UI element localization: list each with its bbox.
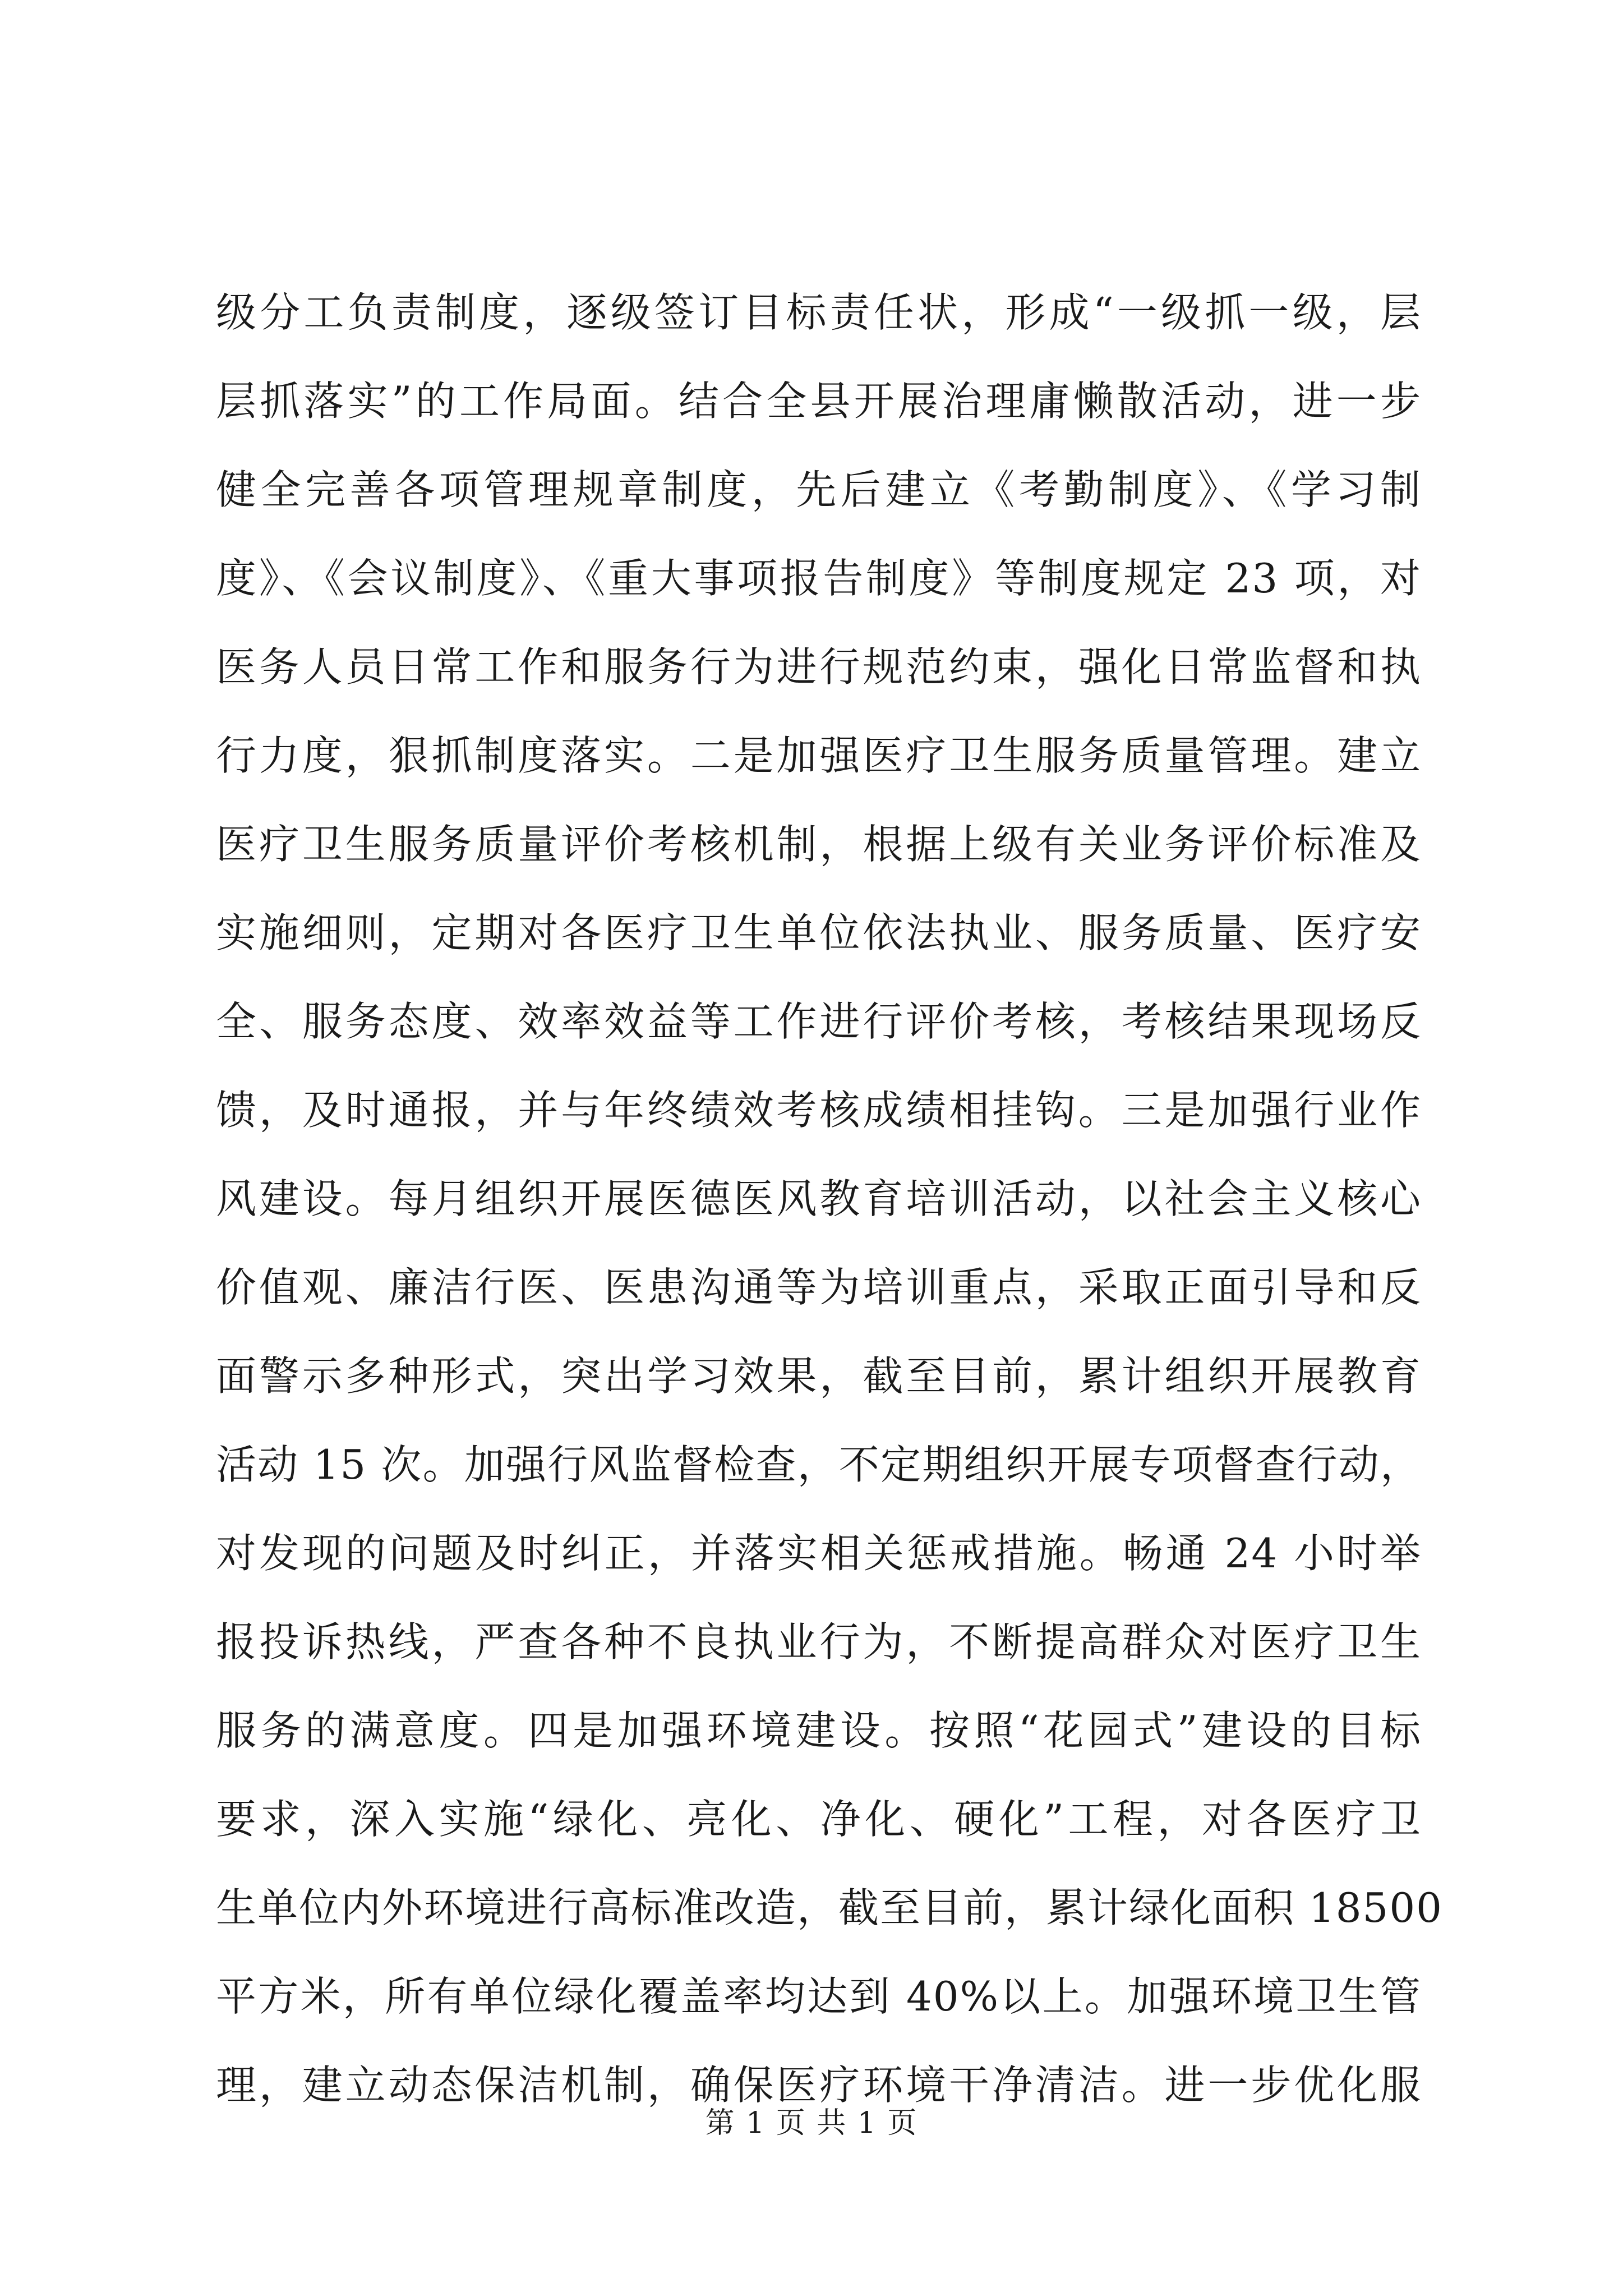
text-line: 要求，深入实施“绿化、亮化、净化、硬化”工程，对各医疗卫 — [216, 1796, 1422, 1843]
text-line: 馈，及时通报，并与年终绩效考核成绩相挂钩。三是加强行业作 — [216, 1087, 1422, 1134]
text-line: 生单位内外环境进行高标准改造，截至目前，累计绿化面积 18500 — [216, 1884, 1443, 1931]
page-number-label: 第 1 页 共 1 页 — [705, 2106, 918, 2140]
text-line: 服务的满意度。四是加强环境建设。按照“花园式”建设的目标 — [216, 1707, 1422, 1754]
text-line: 层抓落实”的工作局面。结合全县开展治理庸懒散活动，进一步 — [216, 378, 1422, 425]
page-footer — [0, 2099, 1623, 2141]
text-line: 级分工负责制度，逐级签订目标责任状，形成“一级抓一级，层 — [216, 289, 1422, 336]
text-line: 实施细则，定期对各医疗卫生单位依法执业、服务质量、医疗安 — [216, 909, 1422, 956]
text-line: 理，建立动态保洁机制，确保医疗环境干净清洁。进一步优化服 — [216, 2062, 1422, 2109]
text-line: 健全完善各项管理规章制度，先后建立《考勤制度》、《学习制 — [216, 466, 1422, 513]
text-line: 活动 15 次。加强行风监督检查，不定期组织开展专项督查行动， — [216, 1441, 1422, 1488]
text-line: 医疗卫生服务质量评价考核机制，根据上级有关业务评价标准及 — [216, 821, 1422, 868]
text-line: 对发现的问题及时纠正，并落实相关惩戒措施。畅通 24 小时举 — [216, 1530, 1422, 1577]
text-line: 度》、《会议制度》、《重大事项报告制度》等制度规定 23 项，对 — [216, 555, 1422, 602]
text-line: 风建设。每月组织开展医德医风教育培训活动，以社会主义核心 — [216, 1175, 1422, 1222]
text-line: 平方米，所有单位绿化覆盖率均达到 40%以上。加强环境卫生管 — [216, 1973, 1422, 2020]
body-paragraph — [216, 268, 1443, 2129]
text-line: 行力度，狠抓制度落实。二是加强医疗卫生服务质量管理。建立 — [216, 732, 1422, 779]
text-line: 全、服务态度、效率效益等工作进行评价考核，考核结果现场反 — [216, 998, 1422, 1045]
text-line: 面警示多种形式，突出学习效果，截至目前，累计组织开展教育 — [216, 1352, 1422, 1400]
text-line: 医务人员日常工作和服务行为进行规范约束，强化日常监督和执 — [216, 643, 1422, 691]
text-line: 价值观、廉洁行医、医患沟通等为培训重点，采取正面引导和反 — [216, 1264, 1422, 1311]
text-line: 报投诉热线，严查各种不良执业行为，不断提高群众对医疗卫生 — [216, 1618, 1422, 1665]
